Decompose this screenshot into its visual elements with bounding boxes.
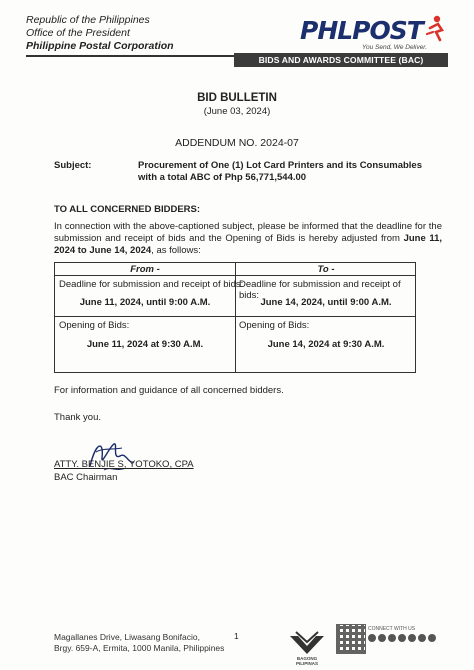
row1-from-label: Deadline for submission and receipt of bids:: [59, 279, 244, 290]
table-header-from: From -: [130, 264, 160, 275]
salutation: TO ALL CONCERNED BIDDERS:: [54, 204, 201, 215]
page-number: 1: [234, 631, 239, 641]
footer-address-line-1: Magallanes Drive, Liwasang Bonifacio,: [54, 632, 200, 642]
letterhead-line-2: Office of the President: [26, 27, 130, 39]
x-icon[interactable]: [388, 634, 396, 642]
info-line: For information and guidance of all concerned bidders.: [54, 385, 284, 396]
header-divider: [26, 55, 234, 57]
instagram-icon[interactable]: [398, 634, 406, 642]
facebook-icon[interactable]: [368, 634, 376, 642]
qr-code-icon: [336, 624, 366, 654]
signer-title: BAC Chairman: [54, 472, 118, 483]
letterhead-line-1: Republic of the Philippines: [26, 14, 150, 26]
row2-to-label: Opening of Bids:: [239, 320, 310, 331]
linkedin-icon[interactable]: [428, 634, 436, 642]
logo-tagline: You Send, We Deliver.: [362, 44, 428, 51]
youtube-icon[interactable]: [408, 634, 416, 642]
subject-label: Subject:: [54, 160, 92, 171]
row1-to-label: Deadline for submission and receipt of bids:: [239, 279, 401, 301]
web-icon[interactable]: [378, 634, 386, 642]
footer-address: [54, 632, 224, 654]
phlpost-logo: [300, 10, 450, 52]
connect-label: CONNECT WITH US: [368, 626, 416, 632]
row2-from-value: June 11, 2024 at 9:30 A.M.: [86, 339, 204, 350]
body-text-bold: June 11, 2024 to June 14, 2024: [54, 233, 442, 256]
schedule-table: [54, 262, 416, 373]
document-title: BID BULLETIN: [197, 92, 277, 104]
table-row-divider: [55, 316, 415, 317]
signer-name: ATTY. BENJIE S. YOTOKO, CPA: [54, 459, 194, 470]
row2-to-value: June 14, 2024 at 9:30 A.M.: [267, 339, 385, 350]
thank-you: Thank you.: [54, 412, 101, 423]
row1-to-value: June 14, 2024, until 9:00 A.M.: [260, 297, 392, 308]
body-text-1: In connection with the above-captioned subject, please be informed that the deadline for the submission and receipt of bids and the Opening of Bids is hereby adjusted from: [54, 221, 442, 244]
addendum-number: ADDENDUM NO. 2024-07: [175, 137, 299, 149]
letterhead: [26, 14, 174, 53]
table-header-divider: [55, 275, 415, 276]
mail-runner-icon: [424, 14, 446, 44]
logo-wordmark: PHLPOST: [300, 16, 423, 45]
document-date: (June 03, 2024): [203, 106, 271, 117]
tiktok-icon[interactable]: [418, 634, 426, 642]
bac-banner: BIDS AND AWARDS COMMITTEE (BAC): [234, 53, 448, 67]
table-header-to: To -: [317, 264, 335, 275]
social-icons: [368, 634, 436, 642]
body-text-2: , as follows:: [151, 245, 201, 256]
footer-address-line-2: Brgy. 659-A, Ermita, 1000 Manila, Philippines: [54, 643, 225, 653]
body-paragraph: [54, 221, 442, 257]
row1-from-value: June 11, 2024, until 9:00 A.M.: [79, 297, 211, 308]
subject-text: Procurement of One (1) Lot Card Printers and its Consumables with a total ABC of Php 56,771,544.00: [138, 160, 422, 183]
row2-from-label: Opening of Bids:: [59, 320, 130, 331]
letterhead-line-3: Philippine Postal Corporation: [26, 40, 174, 52]
bagong-pilipinas-label: BAGONG PILIPINAS: [295, 656, 318, 666]
